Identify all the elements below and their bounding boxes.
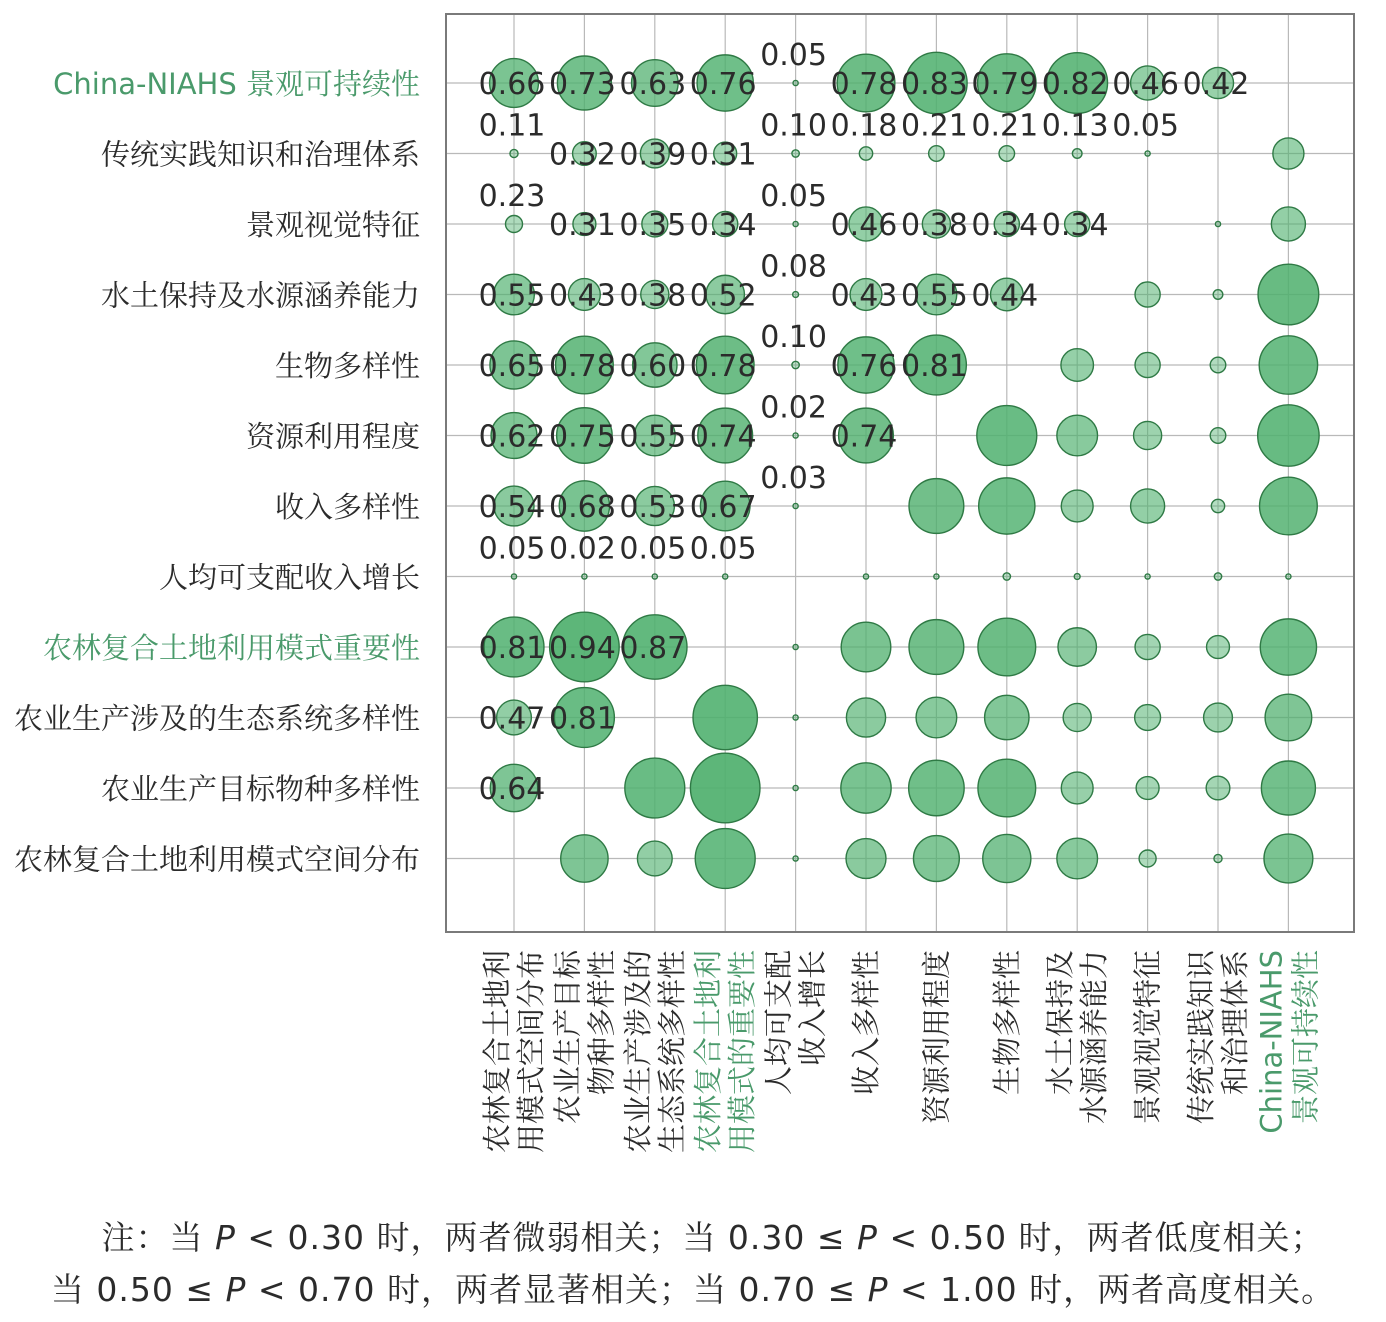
value-label: 0.60 [619, 349, 687, 384]
value-label: 0.55 [901, 278, 968, 314]
bubble [841, 763, 891, 813]
bubble [1063, 703, 1091, 731]
column-label: 人均可支配 [761, 950, 796, 1096]
value-label: 0.05 [1112, 108, 1179, 144]
value-label: 0.10 [760, 108, 827, 144]
bubble [916, 697, 957, 738]
bubble [1145, 574, 1150, 579]
value-label: 0.21 [901, 108, 968, 144]
bubble [1136, 777, 1159, 800]
column-label: China-NIAHS [1254, 950, 1289, 1134]
value-label: 0.78 [830, 67, 898, 102]
row-label: 收入多样性 [274, 490, 420, 524]
bubble [793, 785, 798, 790]
bubble [1214, 854, 1222, 862]
note-prefix: 注：当 [101, 1218, 215, 1257]
column-label: 和治理体系 [1218, 950, 1252, 1096]
note-range-3: 当 0.50 ≤ [50, 1270, 226, 1309]
value-label: 0.79 [971, 67, 1039, 102]
row-label: 资源利用程度 [245, 419, 420, 454]
bubble [978, 618, 1036, 676]
bubble [510, 149, 518, 157]
row-label: 水土保持及水源涵养能力 [100, 278, 420, 313]
column-label: 生物多样性 [989, 950, 1024, 1096]
column-label: 资源利用程度 [919, 950, 954, 1125]
column-label: 农林复合土地利 [691, 950, 726, 1154]
value-label: 0.74 [689, 419, 757, 455]
value-label: 0.31 [689, 137, 757, 173]
bubble [983, 834, 1031, 882]
column-label: 生态系统多样性 [654, 950, 689, 1154]
bubble [979, 478, 1035, 534]
bubble [1074, 574, 1080, 580]
bubble [977, 406, 1037, 466]
bubble [1135, 634, 1160, 659]
row-label: 农林复合土地利用模式重要性 [42, 631, 420, 665]
bubble [1265, 694, 1312, 741]
value-label: 0.03 [760, 461, 827, 496]
note-range-5: < 1.00 时，两者高度相关。 [888, 1270, 1336, 1309]
bubble [1135, 352, 1160, 377]
value-label: 0.83 [901, 67, 968, 102]
bubble [1072, 149, 1082, 159]
bubble [1057, 415, 1098, 456]
column-label: 收入多样性 [849, 950, 883, 1096]
bubble [1207, 636, 1230, 659]
value-label: 0.18 [830, 108, 898, 144]
value-label: 0.73 [549, 67, 616, 102]
value-label: 0.46 [1112, 67, 1179, 102]
bubble [978, 759, 1036, 817]
bubble [846, 839, 886, 879]
bubble [909, 620, 964, 675]
value-label: 0.74 [830, 419, 898, 455]
value-label: 0.31 [549, 208, 616, 243]
value-label: 0.02 [760, 390, 827, 426]
value-label: 0.55 [478, 278, 546, 314]
column-label: 用模式空间分布 [514, 950, 548, 1154]
value-label: 0.66 [478, 67, 546, 102]
bubble [793, 292, 799, 298]
column-label: 农业生产目标 [550, 950, 585, 1125]
bubble [1204, 703, 1233, 732]
bubble [1258, 264, 1319, 325]
value-label: 0.11 [478, 108, 546, 144]
bubble [1210, 428, 1226, 444]
bubble [1061, 490, 1093, 522]
value-label: 0.05 [760, 38, 827, 73]
value-label: 0.68 [549, 490, 616, 525]
value-label: 0.05 [689, 531, 757, 567]
bubble [913, 836, 959, 882]
column-label: 传统实践知识 [1184, 950, 1218, 1125]
value-label: 0.23 [478, 179, 546, 214]
value-label: 0.42 [1182, 67, 1250, 102]
bubble [1061, 772, 1093, 804]
value-label: 0.65 [478, 349, 546, 384]
bubble [909, 479, 964, 534]
row-label: 生物多样性 [274, 349, 420, 383]
bubble [1271, 207, 1305, 241]
bubble [793, 433, 798, 438]
bubble [999, 146, 1015, 162]
value-label: 0.10 [760, 320, 827, 355]
bubble [909, 760, 965, 816]
p-symbol: P [857, 1218, 878, 1257]
value-label: 0.38 [619, 278, 687, 314]
value-label: 0.05 [760, 179, 827, 214]
note-range-2: < 0.50 时，两者低度相关； [877, 1218, 1325, 1257]
row-label: 人均可支配收入增长 [158, 560, 420, 595]
bubble [792, 361, 799, 368]
bubble [793, 644, 798, 649]
bubble [561, 835, 608, 882]
column-label: 农业生产涉及的 [620, 950, 655, 1154]
value-label: 0.78 [689, 349, 757, 384]
bubble [929, 146, 945, 162]
value-label: 0.94 [549, 631, 616, 666]
bubble [1259, 336, 1317, 394]
column-label: 物种多样性 [584, 950, 619, 1096]
bubble [695, 829, 755, 889]
value-label: 0.81 [478, 631, 546, 666]
value-label: 0.81 [549, 701, 616, 737]
value-label: 0.44 [971, 278, 1039, 314]
bubble [793, 715, 798, 720]
bubble [793, 856, 798, 861]
value-label: 0.43 [549, 278, 616, 314]
value-label: 0.34 [689, 208, 757, 243]
bubble [1139, 850, 1156, 867]
column-label: 农林复合土地利 [480, 950, 514, 1154]
value-label: 0.54 [478, 490, 546, 525]
footnote-line-2 [0, 1264, 1386, 1311]
bubble [1131, 489, 1165, 523]
p-symbol: P [214, 1218, 236, 1257]
bubble [637, 841, 672, 876]
bubble [1210, 357, 1226, 373]
value-label: 0.35 [619, 208, 687, 243]
bubble [934, 574, 939, 579]
bubble [1003, 573, 1010, 580]
value-label: 0.39 [619, 137, 687, 173]
value-label: 0.76 [830, 349, 898, 384]
bubble [1260, 619, 1316, 675]
value-label: 0.63 [619, 67, 687, 102]
value-label: 0.38 [901, 208, 968, 243]
value-label: 0.52 [689, 278, 757, 314]
footnote-line-1 [40, 1212, 1386, 1259]
value-label: 0.46 [830, 208, 898, 243]
bubble [1135, 282, 1160, 307]
bubble [511, 574, 516, 579]
p-symbol: P [867, 1270, 889, 1309]
bubble [723, 574, 728, 579]
bubble [1058, 628, 1096, 666]
value-label: 0.55 [619, 419, 687, 455]
bubble [792, 150, 799, 157]
value-label: 0.05 [619, 531, 687, 567]
bubble [1057, 838, 1098, 879]
bubbles [484, 52, 1319, 888]
bubble [1134, 421, 1162, 449]
bubble [1215, 221, 1220, 226]
row-labels [14, 67, 420, 877]
p-symbol: P [225, 1270, 247, 1309]
bubble [793, 503, 798, 508]
column-label: 水土保持及 [1043, 950, 1078, 1096]
value-label: 0.78 [549, 349, 616, 384]
value-label: 0.43 [830, 278, 898, 314]
bubble [582, 574, 587, 579]
value-label: 0.67 [689, 490, 757, 525]
bubble [1214, 573, 1221, 580]
row-label: 农林复合土地利用模式空间分布 [13, 842, 420, 877]
row-label: China-NIAHS 景观可持续性 [53, 67, 420, 101]
bubble [793, 221, 798, 226]
column-label: 景观视觉特征 [1130, 950, 1165, 1125]
note-range-1: < 0.30 时，两者微弱相关；当 0.30 ≤ [235, 1218, 858, 1257]
bubble [793, 80, 798, 85]
value-label: 0.32 [549, 137, 616, 173]
value-label: 0.64 [478, 772, 546, 807]
row-label: 农业生产涉及的生态系统多样性 [13, 701, 420, 736]
bubble [1258, 405, 1319, 466]
bubble [1206, 776, 1230, 800]
value-label: 0.02 [549, 531, 616, 567]
value-label: 0.82 [1041, 67, 1109, 102]
bubble [859, 147, 872, 160]
bubble [1135, 705, 1161, 731]
bubble [1261, 761, 1315, 815]
bubble [846, 698, 885, 737]
bubble [1145, 151, 1150, 156]
bubble [1061, 349, 1094, 382]
bubble [1286, 574, 1291, 579]
bubble [1260, 477, 1318, 535]
bubble [693, 685, 757, 749]
bubble [863, 574, 868, 579]
bubble [690, 753, 760, 823]
column-labels [480, 949, 1322, 1153]
value-label: 0.08 [760, 249, 827, 285]
value-label: 0.87 [619, 631, 687, 666]
column-label: 景观可持续性 [1288, 950, 1323, 1125]
value-label: 0.21 [971, 108, 1039, 144]
bubble [841, 622, 891, 672]
column-label: 水源涵养能力 [1077, 950, 1112, 1125]
row-label: 传统实践知识和治理体系 [100, 137, 420, 172]
value-label: 0.62 [478, 419, 546, 455]
value-label: 0.13 [1041, 108, 1109, 144]
bubble [1264, 834, 1313, 883]
value-label: 0.05 [478, 531, 546, 567]
row-label: 景观视觉特征 [245, 208, 420, 242]
row-label: 农业生产目标物种多样性 [100, 772, 420, 806]
value-label: 0.34 [1041, 208, 1109, 243]
value-label: 0.81 [901, 349, 968, 384]
column-label: 用模式的重要性 [725, 950, 760, 1154]
bubble [625, 758, 685, 818]
bubble [1213, 290, 1223, 300]
value-label: 0.47 [478, 701, 546, 737]
bubble [985, 695, 1029, 739]
column-label: 收入增长 [795, 950, 830, 1067]
value-label: 0.53 [619, 490, 687, 525]
value-label: 0.76 [689, 67, 757, 102]
bubble [652, 574, 657, 579]
note-range-4: < 0.70 时，两者显著相关；当 0.70 ≤ [246, 1270, 868, 1309]
value-label: 0.75 [549, 419, 616, 455]
bubble [1211, 499, 1224, 512]
bubble [505, 215, 522, 232]
value-label: 0.34 [971, 208, 1039, 243]
bubble [1273, 138, 1304, 169]
